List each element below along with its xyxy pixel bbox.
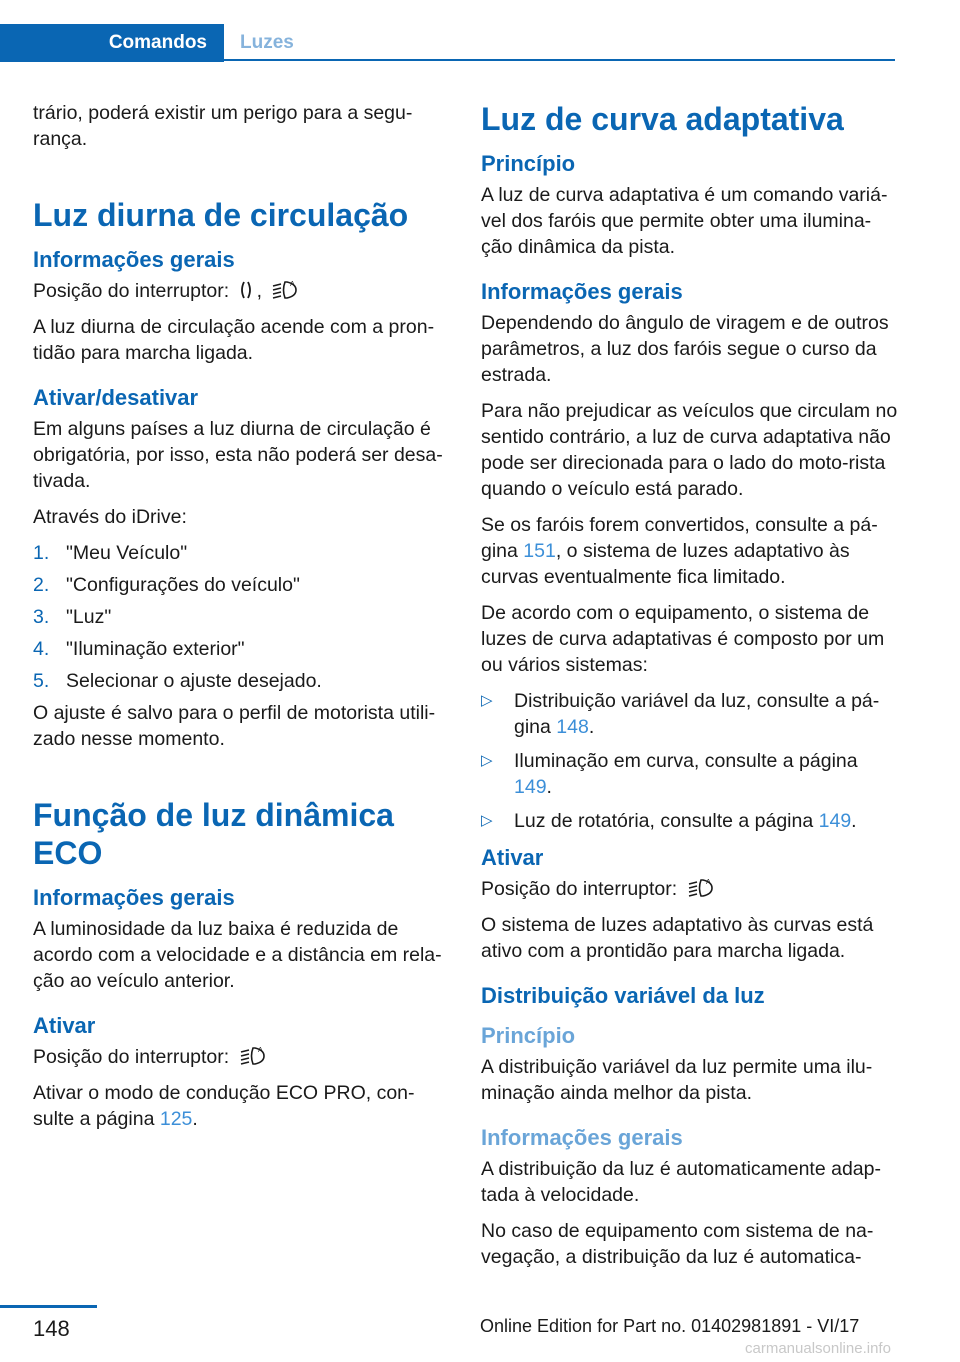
parking-light-icon (239, 280, 253, 300)
edition-note: Online Edition for Part no. 01402981891 - VI/17 (480, 1316, 860, 1336)
auto-headlight-icon (239, 1044, 269, 1066)
auto-headlight-icon (271, 278, 301, 300)
heading-principio: Princípio (481, 151, 576, 176)
list-item: 1. "Meu Veículo" (33, 542, 188, 564)
auto-headlight-icon (687, 876, 717, 898)
right-column (481, 100, 899, 1280)
triangle-bullet-icon: ▷ (481, 692, 493, 709)
heading-informacoes-gerais-eco: Informações gerais (33, 885, 235, 910)
intro-text: trário, poderá existir um perigo para a segu-rança. (33, 102, 413, 150)
paragraph-eco-pro: Ativar o modo de condução ECO PRO, con-sulte a página 125. (33, 1082, 415, 1130)
page-link-148[interactable]: 148 (556, 716, 589, 738)
heading-ativar-curva: Ativar (481, 845, 544, 870)
paragraph-ajuste: O ajuste é salvo para o perfil de motorista utili-zado nesse momento. (33, 702, 436, 750)
tab-comandos[interactable]: Comandos (0, 24, 224, 62)
paragraph-paises: Em alguns países a luz diurna de circulação é obrigatória, por isso, esta não poderá ser desa-tivada. (33, 418, 443, 492)
watermark: carmanualsonline.info (745, 1340, 891, 1357)
paragraph-luminosidade: A luminosidade da luz baixa é reduzida de acordo com a velocidade e a distância em rela-ção ao veículo anterior. (33, 918, 442, 992)
paragraph-prejudicar: Para não prejudicar as veículos que circulam no sentido contrário, a luz de curva adaptativa não pode ser direcionada para o lado do moto-rista quando o veículo está parado. (481, 400, 898, 500)
heading-informacoes-gerais: Informações gerais (33, 247, 235, 272)
paragraph-principio: A luz de curva adaptativa é um comando variá-vel dos faróis que permite obter uma ilumina-ção dinâmica da pista. (481, 184, 888, 258)
svg-text:A: A (290, 281, 296, 288)
paragraph-distrib-principio: A distribuição variável da luz permite uma ilu-minação ainda melhor da pista. (481, 1056, 873, 1104)
tab-luzes[interactable]: Luzes (240, 32, 294, 53)
list-item: 4. "Iluminação exterior" (33, 638, 245, 660)
tab-underline (224, 59, 895, 61)
list-item: ▷ Luz de rotatória, consulte a página 149. (481, 810, 857, 832)
paragraph-idrive: Através do iDrive: (33, 506, 187, 528)
heading-informacoes-gerais-distribuicao: Informações gerais (481, 1125, 683, 1150)
paragraph-luz-diurna: A luz diurna de circulação acende com a pron-tidão para marcha ligada. (33, 316, 435, 364)
heading-eco: Função de luz dinâmica ECO (33, 797, 394, 871)
paragraph-angulo: Dependendo do ângulo de viragem e de outros parâmetros, a luz dos faróis segue o curso da estrada. (481, 312, 889, 386)
page-link-149[interactable]: 149 (514, 776, 547, 798)
heading-ativar-eco: Ativar (33, 1013, 96, 1038)
paragraph-sistema: O sistema de luzes adaptativo às curvas está ativo com a prontidão para marcha ligada. (481, 914, 874, 962)
separator-comma: , (256, 280, 263, 302)
page-link-125[interactable]: 125 (159, 1108, 193, 1130)
switch-position-label: Posição do interruptor: (33, 1046, 230, 1068)
switch-position-label: Posição do interruptor: (33, 280, 230, 302)
switch-position-line-eco (33, 1044, 451, 1070)
page-number: 148 (33, 1316, 70, 1341)
switch-position-label: Posição do interruptor: (481, 878, 678, 900)
svg-text:A: A (705, 879, 711, 886)
heading-ativar-desativar: Ativar/desativar (33, 385, 199, 410)
list-item: ▷ Distribuição variável da luz, consulte a pá-gina 148. (481, 690, 880, 738)
svg-text:A: A (257, 1047, 263, 1054)
heading-informacoes-gerais-curva: Informações gerais (481, 279, 683, 304)
paragraph-farois: Se os faróis forem convertidos, consulte a pá-gina 151, o sistema de luzes adaptativo às curvas eventualmente fica limitado. (481, 514, 878, 588)
paragraph-equipamento: De acordo com o equipamento, o sistema de luzes de curva adaptativas é composto por um ou vários sistemas: (481, 602, 885, 676)
switch-position-line-curva (481, 876, 899, 902)
paragraph-distrib-auto: A distribuição da luz é automaticamente adap-tada à velocidade. (481, 1158, 881, 1206)
left-column (33, 100, 451, 1142)
list-item: 2. "Configurações do veículo" (33, 574, 300, 596)
idrive-steps-list (33, 540, 451, 694)
heading-luz-diurna: Luz diurna de circulação (33, 197, 409, 233)
list-item: 3. "Luz" (33, 606, 112, 628)
switch-position-line (33, 278, 451, 304)
heading-luz-curva: Luz de curva adaptativa (481, 101, 844, 137)
page-link-149[interactable]: 149 (818, 810, 852, 832)
triangle-bullet-icon: ▷ (481, 752, 493, 769)
list-item: ▷ Iluminação em curva, consulte a página 149. (481, 750, 858, 798)
list-item: 5. Selecionar o ajuste desejado. (33, 670, 322, 692)
chapter-tab-bar (0, 24, 895, 62)
footer-rule (0, 1305, 97, 1308)
heading-principio-distribuicao: Princípio (481, 1023, 576, 1048)
paragraph-navegacao: No caso de equipamento com sistema de na-vegação, a distribuição da luz é automatica- (481, 1220, 874, 1268)
page-link-151[interactable]: 151 (523, 540, 556, 562)
heading-distribuicao: Distribuição variável da luz (481, 983, 765, 1008)
systems-list (481, 688, 899, 834)
triangle-bullet-icon: ▷ (481, 812, 493, 829)
